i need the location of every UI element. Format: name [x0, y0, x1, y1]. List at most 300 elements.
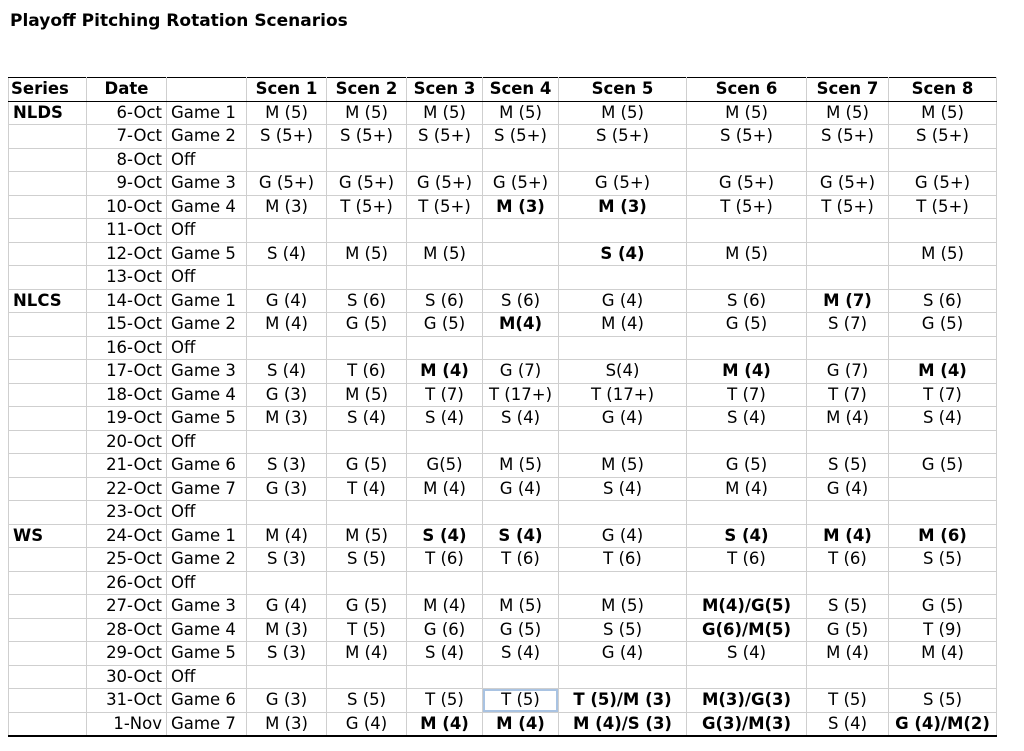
scen-4-cell[interactable]: S (4) [483, 407, 559, 431]
scen-6-cell[interactable]: G (5) [687, 454, 807, 478]
series-cell[interactable] [9, 360, 87, 384]
series-cell[interactable] [9, 642, 87, 666]
date-cell[interactable]: 10-Oct [87, 195, 167, 219]
series-cell[interactable] [9, 195, 87, 219]
scen-4-cell[interactable]: S (4) [483, 524, 559, 548]
scen-7-cell[interactable]: M (4) [807, 407, 889, 431]
series-cell[interactable] [9, 571, 87, 595]
scen-6-cell[interactable]: S (4) [687, 524, 807, 548]
series-cell[interactable] [9, 172, 87, 196]
series-cell[interactable] [9, 148, 87, 172]
scen-8-cell[interactable] [889, 571, 997, 595]
game-cell[interactable]: Off [167, 219, 247, 243]
scen-2-cell[interactable]: M (5) [327, 101, 407, 125]
scen-3-cell[interactable]: T (5) [407, 689, 483, 713]
scen-2-cell[interactable]: T (6) [327, 360, 407, 384]
scen-2-cell[interactable]: M (4) [327, 642, 407, 666]
scen-6-cell[interactable]: G(6)/M(5) [687, 618, 807, 642]
game-cell[interactable]: Off [167, 665, 247, 689]
scen-5-cell[interactable]: S (4) [559, 242, 687, 266]
scen-7-cell[interactable]: G (4) [807, 477, 889, 501]
scen-2-cell[interactable]: G (4) [327, 712, 407, 736]
scen-6-cell[interactable]: M (5) [687, 101, 807, 125]
game-cell[interactable]: Game 1 [167, 524, 247, 548]
scen-7-cell[interactable] [807, 430, 889, 454]
date-cell[interactable]: 20-Oct [87, 430, 167, 454]
game-cell[interactable]: Game 1 [167, 101, 247, 125]
scen-3-cell[interactable]: G (6) [407, 618, 483, 642]
scen-1-cell[interactable] [247, 219, 327, 243]
series-cell[interactable] [9, 454, 87, 478]
scen-3-cell[interactable] [407, 336, 483, 360]
date-cell[interactable]: 13-Oct [87, 266, 167, 290]
scen-4-cell[interactable]: S (6) [483, 289, 559, 313]
scen-8-cell[interactable] [889, 219, 997, 243]
date-cell[interactable]: 11-Oct [87, 219, 167, 243]
header-scen-6[interactable]: Scen 6 [687, 78, 807, 102]
series-cell[interactable] [9, 689, 87, 713]
series-cell[interactable] [9, 242, 87, 266]
series-cell[interactable]: WS [9, 524, 87, 548]
series-cell[interactable] [9, 548, 87, 572]
scen-2-cell[interactable] [327, 336, 407, 360]
game-cell[interactable]: Off [167, 501, 247, 525]
scen-5-cell[interactable]: G (4) [559, 407, 687, 431]
scen-7-cell[interactable] [807, 665, 889, 689]
date-cell[interactable]: 14-Oct [87, 289, 167, 313]
scen-1-cell[interactable]: G (3) [247, 383, 327, 407]
scen-1-cell[interactable]: G (5+) [247, 172, 327, 196]
scen-3-cell[interactable]: M (4) [407, 477, 483, 501]
scen-5-cell[interactable]: G (4) [559, 642, 687, 666]
scen-8-cell[interactable]: S (5) [889, 689, 997, 713]
series-cell[interactable] [9, 336, 87, 360]
scen-4-cell[interactable] [483, 571, 559, 595]
date-cell[interactable]: 9-Oct [87, 172, 167, 196]
scen-2-cell[interactable]: M (5) [327, 242, 407, 266]
date-cell[interactable]: 28-Oct [87, 618, 167, 642]
scen-6-cell[interactable]: M (4) [687, 360, 807, 384]
scen-3-cell[interactable] [407, 430, 483, 454]
scen-1-cell[interactable] [247, 148, 327, 172]
scen-7-cell[interactable]: S (4) [807, 712, 889, 736]
game-cell[interactable]: Game 3 [167, 360, 247, 384]
scen-3-cell[interactable]: T (7) [407, 383, 483, 407]
scen-5-cell[interactable] [559, 501, 687, 525]
scen-2-cell[interactable]: T (5+) [327, 195, 407, 219]
scen-8-cell[interactable]: T (5+) [889, 195, 997, 219]
scen-1-cell[interactable]: S (3) [247, 642, 327, 666]
date-cell[interactable]: 16-Oct [87, 336, 167, 360]
scen-4-cell[interactable]: T (17+) [483, 383, 559, 407]
scen-6-cell[interactable] [687, 219, 807, 243]
scen-2-cell[interactable]: G (5) [327, 595, 407, 619]
date-cell[interactable]: 29-Oct [87, 642, 167, 666]
date-cell[interactable]: 31-Oct [87, 689, 167, 713]
scen-4-cell[interactable]: M (4) [483, 712, 559, 736]
scen-1-cell[interactable]: G (3) [247, 477, 327, 501]
scen-3-cell[interactable]: T (6) [407, 548, 483, 572]
scen-5-cell[interactable]: S (5+) [559, 125, 687, 149]
date-cell[interactable]: 22-Oct [87, 477, 167, 501]
scen-8-cell[interactable] [889, 336, 997, 360]
scen-5-cell[interactable]: S(4) [559, 360, 687, 384]
scen-8-cell[interactable]: M (5) [889, 242, 997, 266]
scen-5-cell[interactable]: G (4) [559, 289, 687, 313]
scen-4-cell[interactable]: G (5) [483, 618, 559, 642]
scen-2-cell[interactable]: G (5) [327, 454, 407, 478]
series-cell[interactable]: NLCS [9, 289, 87, 313]
header-scen-2[interactable]: Scen 2 [327, 78, 407, 102]
scen-1-cell[interactable] [247, 430, 327, 454]
game-cell[interactable]: Game 2 [167, 313, 247, 337]
scen-5-cell[interactable]: T (6) [559, 548, 687, 572]
scen-7-cell[interactable]: T (5+) [807, 195, 889, 219]
scen-7-cell[interactable]: M (7) [807, 289, 889, 313]
scen-4-cell[interactable] [483, 242, 559, 266]
scen-7-cell[interactable]: M (4) [807, 642, 889, 666]
date-cell[interactable]: 25-Oct [87, 548, 167, 572]
scen-5-cell[interactable] [559, 665, 687, 689]
scen-2-cell[interactable]: M (5) [327, 524, 407, 548]
scen-3-cell[interactable] [407, 219, 483, 243]
series-cell[interactable] [9, 219, 87, 243]
game-cell[interactable]: Off [167, 430, 247, 454]
scen-8-cell[interactable]: G (5+) [889, 172, 997, 196]
scen-3-cell[interactable] [407, 571, 483, 595]
scen-2-cell[interactable] [327, 148, 407, 172]
scen-1-cell[interactable] [247, 266, 327, 290]
header-series[interactable]: Series [9, 78, 87, 102]
date-cell[interactable]: 1-Nov [87, 712, 167, 736]
series-cell[interactable] [9, 125, 87, 149]
scen-8-cell[interactable]: G (5) [889, 595, 997, 619]
scen-5-cell[interactable]: M (4)/S (3) [559, 712, 687, 736]
scen-4-cell[interactable] [483, 219, 559, 243]
date-cell[interactable]: 15-Oct [87, 313, 167, 337]
scen-5-cell[interactable]: G (4) [559, 524, 687, 548]
series-cell[interactable] [9, 712, 87, 736]
scen-2-cell[interactable] [327, 266, 407, 290]
scen-7-cell[interactable]: T (5) [807, 689, 889, 713]
scen-3-cell[interactable] [407, 665, 483, 689]
scen-8-cell[interactable]: M (5) [889, 101, 997, 125]
scen-5-cell[interactable]: S (5) [559, 618, 687, 642]
scen-8-cell[interactable] [889, 501, 997, 525]
scen-4-cell[interactable]: M (5) [483, 101, 559, 125]
scen-4-cell[interactable]: M(4) [483, 313, 559, 337]
scen-4-cell[interactable]: T (6) [483, 548, 559, 572]
scen-1-cell[interactable] [247, 501, 327, 525]
scen-5-cell[interactable] [559, 430, 687, 454]
series-cell[interactable] [9, 665, 87, 689]
scen-8-cell[interactable]: S (5+) [889, 125, 997, 149]
game-cell[interactable]: Game 2 [167, 548, 247, 572]
scen-8-cell[interactable] [889, 430, 997, 454]
scen-5-cell[interactable] [559, 266, 687, 290]
scen-3-cell[interactable]: S (4) [407, 407, 483, 431]
scen-3-cell[interactable] [407, 148, 483, 172]
scen-2-cell[interactable]: S (5) [327, 548, 407, 572]
scen-4-cell[interactable] [483, 336, 559, 360]
scen-8-cell[interactable]: M (4) [889, 642, 997, 666]
scen-6-cell[interactable] [687, 148, 807, 172]
scen-5-cell[interactable]: M (5) [559, 101, 687, 125]
scen-5-cell[interactable]: T (17+) [559, 383, 687, 407]
scen-1-cell[interactable] [247, 571, 327, 595]
game-cell[interactable]: Off [167, 148, 247, 172]
scen-4-cell[interactable]: M (5) [483, 454, 559, 478]
scen-2-cell[interactable]: G (5+) [327, 172, 407, 196]
series-cell[interactable] [9, 618, 87, 642]
scen-7-cell[interactable]: G (5+) [807, 172, 889, 196]
scen-1-cell[interactable]: G (4) [247, 289, 327, 313]
scen-7-cell[interactable] [807, 148, 889, 172]
scen-1-cell[interactable]: M (4) [247, 313, 327, 337]
scen-4-cell[interactable]: G (7) [483, 360, 559, 384]
scen-7-cell[interactable] [807, 266, 889, 290]
scen-4-cell[interactable]: S (5+) [483, 125, 559, 149]
header-scen-7[interactable]: Scen 7 [807, 78, 889, 102]
scen-3-cell[interactable] [407, 501, 483, 525]
scen-5-cell[interactable]: M (4) [559, 313, 687, 337]
scen-3-cell[interactable] [407, 266, 483, 290]
scen-2-cell[interactable]: M (5) [327, 383, 407, 407]
scen-5-cell[interactable]: S (4) [559, 477, 687, 501]
game-cell[interactable]: Game 6 [167, 454, 247, 478]
game-cell[interactable]: Game 1 [167, 289, 247, 313]
scen-6-cell[interactable] [687, 501, 807, 525]
scen-3-cell[interactable]: M (5) [407, 101, 483, 125]
scen-3-cell[interactable]: M (4) [407, 595, 483, 619]
scen-5-cell[interactable]: G (5+) [559, 172, 687, 196]
scen-7-cell[interactable]: S (7) [807, 313, 889, 337]
game-cell[interactable]: Game 6 [167, 689, 247, 713]
scen-3-cell[interactable]: G (5+) [407, 172, 483, 196]
scen-1-cell[interactable]: G (3) [247, 689, 327, 713]
scen-8-cell[interactable]: S (4) [889, 407, 997, 431]
scen-8-cell[interactable]: S (5) [889, 548, 997, 572]
series-cell[interactable] [9, 501, 87, 525]
scen-5-cell[interactable]: M (3) [559, 195, 687, 219]
scen-6-cell[interactable] [687, 336, 807, 360]
scen-3-cell[interactable]: M (5) [407, 242, 483, 266]
date-cell[interactable]: 8-Oct [87, 148, 167, 172]
scen-1-cell[interactable]: M (3) [247, 712, 327, 736]
scen-6-cell[interactable]: S (4) [687, 642, 807, 666]
scen-4-cell[interactable] [483, 665, 559, 689]
scen-8-cell[interactable]: G (5) [889, 313, 997, 337]
date-cell[interactable]: 26-Oct [87, 571, 167, 595]
game-cell[interactable]: Game 5 [167, 407, 247, 431]
scen-8-cell[interactable]: S (6) [889, 289, 997, 313]
date-cell[interactable]: 7-Oct [87, 125, 167, 149]
scen-6-cell[interactable]: S (6) [687, 289, 807, 313]
scen-6-cell[interactable]: M (5) [687, 242, 807, 266]
game-cell[interactable]: Game 3 [167, 172, 247, 196]
scen-8-cell[interactable]: M (6) [889, 524, 997, 548]
series-cell[interactable] [9, 477, 87, 501]
date-cell[interactable]: 17-Oct [87, 360, 167, 384]
scen-5-cell[interactable] [559, 219, 687, 243]
scen-3-cell[interactable]: S (6) [407, 289, 483, 313]
scen-2-cell[interactable] [327, 430, 407, 454]
game-cell[interactable]: Game 4 [167, 195, 247, 219]
scen-6-cell[interactable]: G (5) [687, 313, 807, 337]
scen-6-cell[interactable]: M (4) [687, 477, 807, 501]
scen-4-cell[interactable]: G (4) [483, 477, 559, 501]
scen-3-cell[interactable]: G (5) [407, 313, 483, 337]
scen-7-cell[interactable]: S (5+) [807, 125, 889, 149]
scen-7-cell[interactable]: S (5) [807, 454, 889, 478]
series-cell[interactable] [9, 430, 87, 454]
scen-1-cell[interactable]: M (3) [247, 618, 327, 642]
scen-6-cell[interactable]: T (6) [687, 548, 807, 572]
scen-3-cell[interactable]: S (4) [407, 524, 483, 548]
scen-6-cell[interactable]: M(4)/G(5) [687, 595, 807, 619]
scen-7-cell[interactable] [807, 501, 889, 525]
scen-2-cell[interactable]: S (6) [327, 289, 407, 313]
game-cell[interactable]: Game 4 [167, 383, 247, 407]
date-cell[interactable]: 23-Oct [87, 501, 167, 525]
scen-6-cell[interactable]: S (4) [687, 407, 807, 431]
scen-6-cell[interactable]: T (5+) [687, 195, 807, 219]
series-cell[interactable]: NLDS [9, 101, 87, 125]
scen-4-cell[interactable] [483, 148, 559, 172]
scen-1-cell[interactable] [247, 665, 327, 689]
scen-4-cell[interactable] [483, 430, 559, 454]
scen-7-cell[interactable] [807, 336, 889, 360]
scen-4-cell[interactable]: M (5) [483, 595, 559, 619]
scen-5-cell[interactable] [559, 336, 687, 360]
scen-1-cell[interactable]: S (5+) [247, 125, 327, 149]
date-cell[interactable]: 12-Oct [87, 242, 167, 266]
header-scen-4[interactable]: Scen 4 [483, 78, 559, 102]
scen-1-cell[interactable]: G (4) [247, 595, 327, 619]
scen-6-cell[interactable] [687, 571, 807, 595]
header-date[interactable]: Date [87, 78, 167, 102]
scen-1-cell[interactable]: M (3) [247, 407, 327, 431]
scen-4-cell[interactable] [483, 501, 559, 525]
scen-8-cell[interactable]: T (9) [889, 618, 997, 642]
series-cell[interactable] [9, 266, 87, 290]
scen-4-cell[interactable]: T (5) [483, 689, 559, 713]
scen-6-cell[interactable] [687, 266, 807, 290]
series-cell[interactable] [9, 383, 87, 407]
scen-1-cell[interactable]: M (3) [247, 195, 327, 219]
date-cell[interactable]: 24-Oct [87, 524, 167, 548]
scen-7-cell[interactable]: G (7) [807, 360, 889, 384]
game-cell[interactable]: Game 5 [167, 642, 247, 666]
scen-3-cell[interactable]: G(5) [407, 454, 483, 478]
game-cell[interactable]: Game 4 [167, 618, 247, 642]
scen-2-cell[interactable]: S (5+) [327, 125, 407, 149]
scen-7-cell[interactable]: M (5) [807, 101, 889, 125]
scen-2-cell[interactable]: T (5) [327, 618, 407, 642]
date-cell[interactable]: 21-Oct [87, 454, 167, 478]
scen-6-cell[interactable]: T (7) [687, 383, 807, 407]
scen-7-cell[interactable]: S (5) [807, 595, 889, 619]
series-cell[interactable] [9, 407, 87, 431]
scen-6-cell[interactable]: M(3)/G(3) [687, 689, 807, 713]
scen-5-cell[interactable] [559, 571, 687, 595]
scen-1-cell[interactable]: S (3) [247, 454, 327, 478]
scen-7-cell[interactable] [807, 242, 889, 266]
scen-7-cell[interactable] [807, 219, 889, 243]
scen-6-cell[interactable]: G(3)/M(3) [687, 712, 807, 736]
scen-1-cell[interactable]: M (5) [247, 101, 327, 125]
game-cell[interactable]: Game 5 [167, 242, 247, 266]
scen-1-cell[interactable]: S (4) [247, 242, 327, 266]
scen-7-cell[interactable]: T (6) [807, 548, 889, 572]
scen-4-cell[interactable]: G (5+) [483, 172, 559, 196]
scen-2-cell[interactable]: S (4) [327, 407, 407, 431]
game-cell[interactable]: Off [167, 571, 247, 595]
date-cell[interactable]: 19-Oct [87, 407, 167, 431]
game-cell[interactable]: Off [167, 336, 247, 360]
scen-4-cell[interactable] [483, 266, 559, 290]
scen-7-cell[interactable] [807, 571, 889, 595]
header-game[interactable] [167, 78, 247, 102]
scen-7-cell[interactable]: M (4) [807, 524, 889, 548]
scen-2-cell[interactable] [327, 665, 407, 689]
header-scen-3[interactable]: Scen 3 [407, 78, 483, 102]
game-cell[interactable]: Game 7 [167, 712, 247, 736]
scen-8-cell[interactable] [889, 665, 997, 689]
scen-8-cell[interactable]: G (5) [889, 454, 997, 478]
scen-3-cell[interactable]: M (4) [407, 712, 483, 736]
scen-6-cell[interactable]: G (5+) [687, 172, 807, 196]
date-cell[interactable]: 6-Oct [87, 101, 167, 125]
scen-6-cell[interactable] [687, 430, 807, 454]
scen-7-cell[interactable]: G (5) [807, 618, 889, 642]
scen-3-cell[interactable]: S (4) [407, 642, 483, 666]
scen-2-cell[interactable] [327, 571, 407, 595]
scen-8-cell[interactable] [889, 266, 997, 290]
series-cell[interactable] [9, 595, 87, 619]
scen-1-cell[interactable]: S (4) [247, 360, 327, 384]
scen-3-cell[interactable]: M (4) [407, 360, 483, 384]
scen-3-cell[interactable]: S (5+) [407, 125, 483, 149]
series-cell[interactable] [9, 313, 87, 337]
game-cell[interactable]: Game 2 [167, 125, 247, 149]
header-scen-8[interactable]: Scen 8 [889, 78, 997, 102]
header-scen-5[interactable]: Scen 5 [559, 78, 687, 102]
header-scen-1[interactable]: Scen 1 [247, 78, 327, 102]
scen-5-cell[interactable]: M (5) [559, 454, 687, 478]
scen-6-cell[interactable] [687, 665, 807, 689]
scen-4-cell[interactable]: M (3) [483, 195, 559, 219]
game-cell[interactable]: Game 3 [167, 595, 247, 619]
game-cell[interactable]: Game 7 [167, 477, 247, 501]
scen-5-cell[interactable]: M (5) [559, 595, 687, 619]
scen-3-cell[interactable]: T (5+) [407, 195, 483, 219]
scen-1-cell[interactable] [247, 336, 327, 360]
date-cell[interactable]: 27-Oct [87, 595, 167, 619]
scen-8-cell[interactable]: M (4) [889, 360, 997, 384]
scen-2-cell[interactable] [327, 219, 407, 243]
scen-8-cell[interactable] [889, 148, 997, 172]
scen-8-cell[interactable] [889, 477, 997, 501]
scen-7-cell[interactable]: T (7) [807, 383, 889, 407]
scen-8-cell[interactable]: T (7) [889, 383, 997, 407]
scen-8-cell[interactable]: G (4)/M(2) [889, 712, 997, 736]
scen-2-cell[interactable] [327, 501, 407, 525]
scen-2-cell[interactable]: G (5) [327, 313, 407, 337]
date-cell[interactable]: 18-Oct [87, 383, 167, 407]
scen-1-cell[interactable]: M (4) [247, 524, 327, 548]
scen-2-cell[interactable]: T (4) [327, 477, 407, 501]
